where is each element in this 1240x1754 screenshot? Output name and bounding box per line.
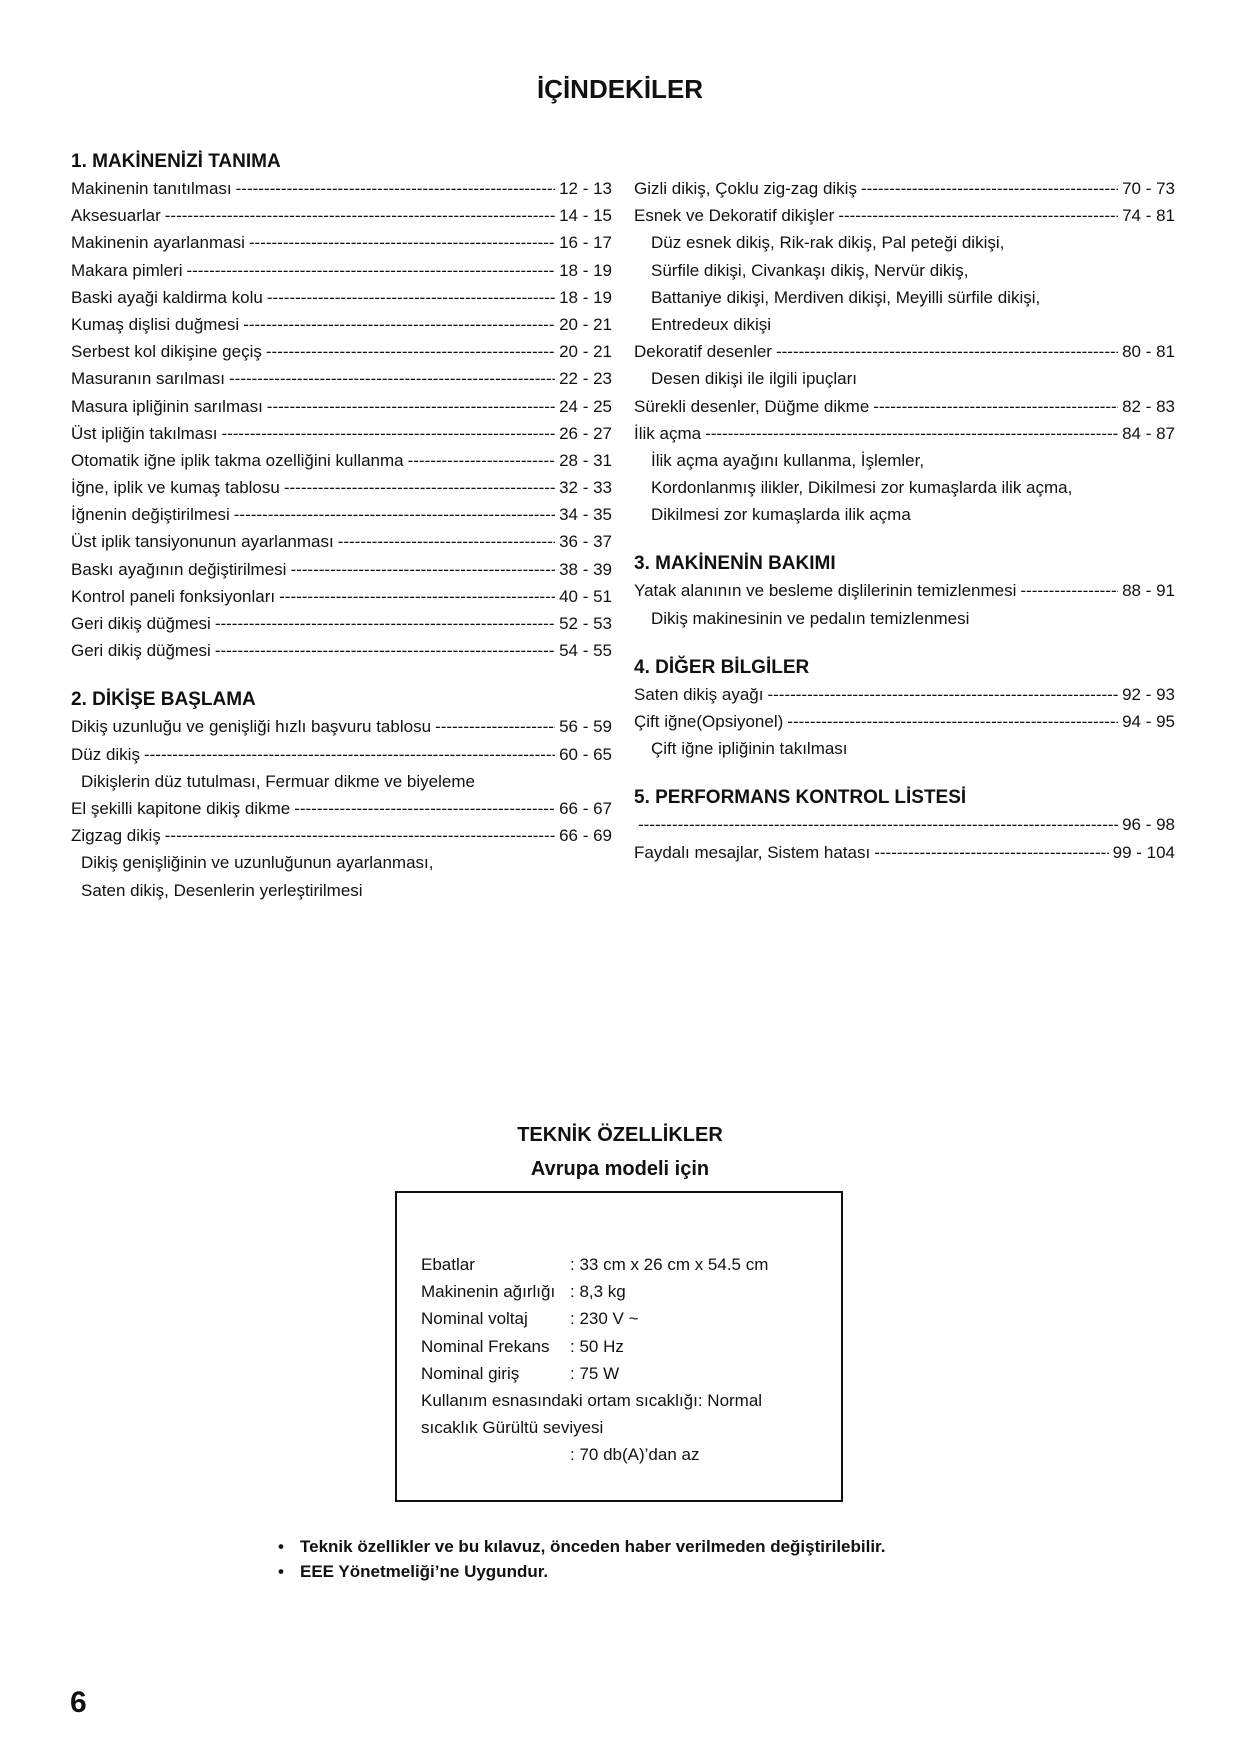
spec-value: : 75 W xyxy=(570,1363,620,1383)
toc-row[interactable] xyxy=(634,393,1175,420)
page-title: İÇİNDEKİLER xyxy=(536,74,704,104)
toc-row[interactable] xyxy=(71,175,612,202)
toc-row-pages: 82 - 83 xyxy=(1122,396,1175,416)
note-item xyxy=(278,1559,885,1584)
spec-row xyxy=(421,1251,768,1278)
toc-row-pages: 70 - 73 xyxy=(1122,179,1175,198)
leader-dots xyxy=(705,420,1118,447)
toc-row[interactable] xyxy=(71,610,612,637)
toc-row[interactable] xyxy=(71,420,612,447)
leader-dots xyxy=(861,175,1118,202)
toc-row-label: Dekoratif desenler xyxy=(634,342,772,362)
section-heading: 5. PERFORMANS KONTROL LİSTESİ xyxy=(634,787,967,809)
leader-dots xyxy=(873,393,1118,420)
spec-noise-value: : 70 db(A)’dan az xyxy=(570,1445,700,1465)
toc-row-pages: 74 - 81 xyxy=(1122,206,1175,226)
toc-row-pages: 60 - 65 xyxy=(559,744,612,764)
toc-row-label: İğnenin değiştirilmesi xyxy=(71,505,230,525)
toc-row-label: Otomatik iğne iplik takma ozelliğini kullanma xyxy=(71,450,404,470)
spec-row xyxy=(421,1278,768,1305)
toc-row-label: Sürekli desenler, Düğme dikme xyxy=(634,396,870,416)
toc-row[interactable] xyxy=(71,311,612,338)
toc-row-pages: 88 - 91 xyxy=(1122,581,1175,601)
section-heading: 2. DİKİŞE BAŞLAMA xyxy=(71,689,256,711)
leader-dots xyxy=(634,811,1118,838)
spec-key: Nominal voltaj xyxy=(421,1309,528,1329)
toc-row[interactable] xyxy=(71,257,612,284)
toc-row-label: Yatak alanının ve besleme dişlilerinin temizlenmesi xyxy=(634,581,1017,601)
spec-key: Nominal Frekans xyxy=(421,1336,550,1356)
leader-dots xyxy=(279,583,555,610)
specs-title: TEKNİK ÖZELLİKLER xyxy=(517,1124,723,1146)
spec-row xyxy=(421,1333,768,1360)
toc-row-label: Gizli dikiş, Çoklu zig-zag dikiş xyxy=(634,179,857,198)
leader-dots xyxy=(243,311,555,338)
spec-value: : 230 V ~ xyxy=(570,1309,639,1329)
toc-row[interactable] xyxy=(71,501,612,528)
toc-row-label: Üst iplik tansiyonunun ayarlanması xyxy=(71,532,334,552)
spec-note: sıcaklık Gürültü seviyesi xyxy=(421,1418,604,1438)
section-heading: 4. DİĞER BİLGİLER xyxy=(634,656,810,678)
note-item xyxy=(278,1534,885,1559)
leader-dots xyxy=(1020,577,1118,604)
leader-dots xyxy=(266,338,555,365)
toc-sub-line: Battaniye dikişi, Merdiven dikişi, Meyilli sürfile dikişi, xyxy=(651,287,1041,307)
toc-row-label: Kumaş dişlisi duğmesi xyxy=(71,314,240,334)
specs-box xyxy=(395,1191,843,1502)
spec-value: : 33 cm x 26 cm x 54.5 cm xyxy=(570,1255,769,1274)
toc-row-pages: 16 - 17 xyxy=(559,233,612,253)
toc-row[interactable] xyxy=(71,583,612,610)
leader-dots xyxy=(229,365,555,392)
leader-dots xyxy=(284,474,555,501)
toc-row[interactable] xyxy=(71,713,612,740)
toc-row[interactable] xyxy=(71,474,612,501)
toc-row-label: Kontrol paneli fonksiyonları xyxy=(71,586,276,606)
leader-dots xyxy=(776,338,1118,365)
toc-row-pages: 66 - 67 xyxy=(559,798,612,818)
toc-row[interactable] xyxy=(71,741,612,768)
toc-row-pages: 22 - 23 xyxy=(559,369,612,389)
toc-row-pages: 52 - 53 xyxy=(559,614,612,633)
toc-row-label: Aksesuarlar xyxy=(71,206,161,226)
toc-row-label: El şekilli kapitone dikiş dikme xyxy=(71,798,291,818)
toc-sub-line: Dikiş makinesinin ve pedalın temizlenmesi xyxy=(651,608,970,628)
toc-row-label: Makinenin tanıtılması xyxy=(71,179,232,198)
leader-dots xyxy=(267,284,555,311)
toc-row-label: Üst ipliğin takılması xyxy=(71,423,218,443)
toc-row[interactable] xyxy=(71,637,612,664)
spec-key: Makinenin ağırlığı xyxy=(421,1282,556,1302)
leader-dots xyxy=(236,175,555,202)
spec-value: : 8,3 kg xyxy=(570,1282,626,1302)
toc-row-label: Düz dikiş xyxy=(71,744,140,764)
leader-dots xyxy=(215,610,555,637)
toc-row[interactable] xyxy=(71,528,612,555)
toc-row-pages: 92 - 93 xyxy=(1122,684,1175,704)
toc-row-pages: 56 - 59 xyxy=(559,717,612,737)
toc-row[interactable] xyxy=(634,202,1175,229)
toc-row-label: Çift iğne(Opsiyonel) xyxy=(634,712,784,731)
toc-sub-line: Dikişlerin düz tutulması, Fermuar dikme ve biyeleme xyxy=(81,771,475,791)
toc-row-pages: 84 - 87 xyxy=(1122,423,1175,443)
toc-row[interactable] xyxy=(71,229,612,256)
toc-row-label: Makara pimleri xyxy=(71,260,183,280)
toc-sub-line: Kordonlanmış ilikler, Dikilmesi zor kumaşlarda ilik açma, xyxy=(651,478,1073,498)
toc-row-pages: 20 - 21 xyxy=(559,342,612,362)
toc-row-label: Esnek ve Dekoratif dikişler xyxy=(634,206,835,226)
spec-key: Nominal giriş xyxy=(421,1363,520,1383)
leader-dots xyxy=(294,795,555,822)
toc-row-label: Masuranın sarılması xyxy=(71,369,225,389)
toc-row-pages: 54 - 55 xyxy=(559,641,612,661)
toc-row-pages: 20 - 21 xyxy=(559,314,612,334)
toc-row[interactable] xyxy=(71,556,612,583)
leader-dots xyxy=(249,229,555,256)
toc-sub-line: Entredeux dikişi xyxy=(651,314,772,334)
toc-row-label: Masura ipliğinin sarılması xyxy=(71,396,263,416)
toc-row-label: Makinenin ayarlanmasi xyxy=(71,233,245,253)
toc-row-label: Faydalı mesajlar, Sistem hatası xyxy=(634,842,871,862)
toc-row[interactable] xyxy=(71,284,612,311)
toc-sub-line: Sürfile dikişi, Civankaşı dikiş, Nervür dikiş, xyxy=(651,260,969,280)
leader-dots xyxy=(215,637,555,664)
toc-row-label: Zigzag dikiş xyxy=(71,826,161,846)
toc-row-pages: 96 - 98 xyxy=(1122,815,1175,835)
toc-row-pages: 80 - 81 xyxy=(1122,342,1175,362)
toc-row-label: İğne, iplik ve kumaş tablosu xyxy=(71,478,280,498)
toc-row-pages: 34 - 35 xyxy=(559,505,612,525)
toc-row-pages: 14 - 15 xyxy=(559,206,612,226)
toc-sub-line: Dikiş genişliğinin ve uzunluğunun ayarlanması, xyxy=(81,853,434,873)
toc-row-label: Serbest kol dikişine geçiş xyxy=(71,342,262,362)
notes-list xyxy=(278,1534,885,1584)
toc-row-label: Geri dikiş düğmesi xyxy=(71,641,211,661)
toc-row[interactable] xyxy=(634,338,1175,365)
leader-dots xyxy=(234,501,555,528)
toc-row[interactable] xyxy=(634,811,1175,838)
leader-dots xyxy=(787,708,1118,735)
toc-row-pages: 38 - 39 xyxy=(559,559,612,579)
toc-sub-line: Çift iğne ipliğinin takılması xyxy=(651,739,848,759)
bullet: • xyxy=(278,1537,284,1556)
toc-row[interactable] xyxy=(634,708,1175,735)
toc-row[interactable] xyxy=(71,338,612,365)
section-heading: 3. MAKİNENİN BAKIMI xyxy=(634,553,836,575)
toc-row-pages: 18 - 19 xyxy=(559,287,612,307)
note-text: EEE Yönetmeliği’ne Uygundur. xyxy=(300,1562,549,1581)
leader-dots xyxy=(838,202,1118,229)
toc-left-column xyxy=(71,148,612,904)
section-1-rows xyxy=(71,175,612,664)
toc-row[interactable] xyxy=(71,393,612,420)
spec-value: : 50 Hz xyxy=(570,1336,624,1356)
leader-dots xyxy=(435,713,555,740)
toc-row-pages: 66 - 69 xyxy=(559,826,612,846)
toc-row[interactable] xyxy=(71,365,612,392)
section-heading: 1. MAKİNENİZİ TANIMA xyxy=(71,151,281,172)
leader-dots xyxy=(767,681,1118,708)
toc-row[interactable] xyxy=(71,202,612,229)
spec-list xyxy=(421,1251,768,1469)
toc-row-pages: 26 - 27 xyxy=(559,423,612,443)
toc-row-label: İlik açma xyxy=(634,423,702,443)
leader-dots xyxy=(165,822,555,849)
toc-row[interactable] xyxy=(634,420,1175,447)
toc-sub-line: Dikilmesi zor kumaşlarda ilik açma xyxy=(651,505,911,525)
toc-row[interactable] xyxy=(71,822,612,849)
toc-row[interactable] xyxy=(71,795,612,822)
bullet: • xyxy=(278,1562,284,1581)
toc-sub-line: Düz esnek dikiş, Rik-rak dikiş, Pal peteği dikişi, xyxy=(651,233,1005,253)
toc-sub-line: İlik açma ayağını kullanma, İşlemler, xyxy=(651,450,925,470)
leader-dots xyxy=(165,202,555,229)
page-number: 6 xyxy=(70,1686,87,1719)
toc-row-pages: 24 - 25 xyxy=(559,396,612,416)
toc-row[interactable] xyxy=(634,839,1175,866)
toc-row-pages: 32 - 33 xyxy=(559,478,612,498)
leader-dots xyxy=(267,393,555,420)
toc-row[interactable] xyxy=(634,577,1175,604)
toc-row-pages: 94 - 95 xyxy=(1122,712,1175,731)
toc-row-label: Dikiş uzunluğu ve genişliği hızlı başvuru tablosu xyxy=(71,717,432,737)
leader-dots xyxy=(221,420,555,447)
note-text: Teknik özellikler ve bu kılavuz, önceden haber verilmeden değiştirilebilir. xyxy=(300,1537,886,1556)
toc-row-label: Saten dikiş ayağı xyxy=(634,684,764,704)
spec-row xyxy=(421,1360,768,1387)
leader-dots xyxy=(186,257,555,284)
toc-row[interactable] xyxy=(634,175,1175,202)
toc-right-column xyxy=(634,148,1175,866)
toc-row-pages: 28 - 31 xyxy=(559,450,612,470)
leader-dots xyxy=(144,741,555,768)
toc-sub-line: Desen dikişi ile ilgili ipuçları xyxy=(651,369,857,389)
leader-dots xyxy=(874,839,1108,866)
toc-row-label: Geri dikiş düğmesi xyxy=(71,614,211,633)
toc-row-pages: 12 - 13 xyxy=(559,179,612,198)
toc-row-pages: 18 - 19 xyxy=(559,260,612,280)
toc-row-label: Baskı ayağının değiştirilmesi xyxy=(71,559,287,579)
spec-key: Ebatlar xyxy=(421,1255,475,1274)
toc-row-pages: 40 - 51 xyxy=(559,586,612,606)
toc-sub-line: Saten dikiş, Desenlerin yerleştirilmesi xyxy=(81,880,363,900)
toc-row[interactable] xyxy=(634,681,1175,708)
toc-row-label: Baski ayaği kaldirma kolu xyxy=(71,287,263,307)
specs-subtitle: Avrupa modeli için xyxy=(530,1158,710,1180)
spec-note: Kullanım esnasındaki ortam sıcaklığı: Normal xyxy=(421,1390,763,1410)
toc-row[interactable] xyxy=(71,447,612,474)
toc-row-pages: 36 - 37 xyxy=(559,532,612,552)
spec-row xyxy=(421,1305,768,1332)
leader-dots xyxy=(408,447,555,474)
leader-dots xyxy=(338,528,555,555)
toc-row-pages: 99 - 104 xyxy=(1112,842,1175,862)
leader-dots xyxy=(290,556,555,583)
